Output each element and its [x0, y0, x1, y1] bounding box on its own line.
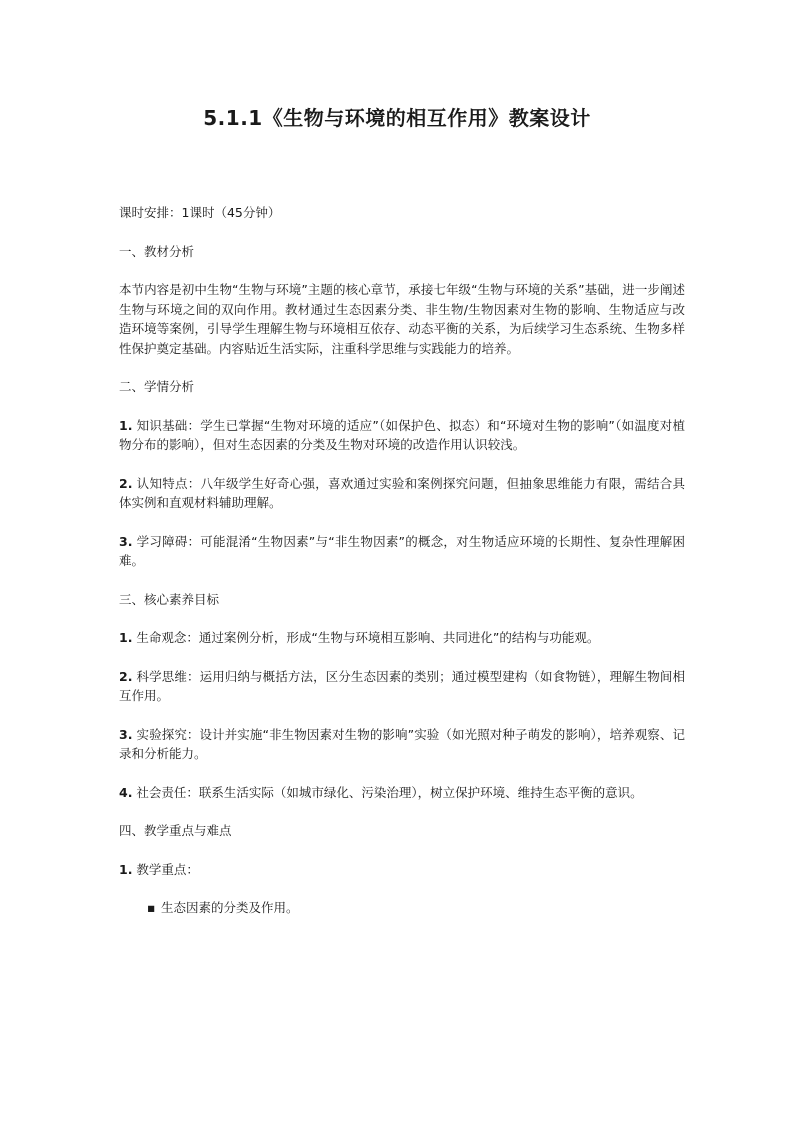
list-item	[119, 416, 685, 455]
item-text: 学习障碍：可能混淆“生物因素”与“非生物因素”的概念，对生物适应环境的长期性、复杂性理解困难。	[119, 533, 685, 568]
item-number: 3.	[119, 726, 133, 742]
list-item	[119, 783, 685, 803]
list-item	[119, 725, 685, 764]
item-text: 科学思维：运用归纳与概括方法，区分生态因素的类别；通过模型建构（如食物链），理解生物间相互作用。	[119, 668, 685, 703]
section-heading-3: 三、核心素养目标	[119, 591, 220, 607]
item-number: 3.	[119, 533, 133, 549]
item-number: 2.	[119, 668, 133, 684]
list-item	[119, 667, 685, 706]
item-text: 生命观念：通过案例分析，形成“生物与环境相互影响、共同进化”的结构与功能观。	[132, 630, 600, 645]
list-item	[119, 474, 685, 513]
item-number: 4.	[119, 784, 133, 800]
item-text: 知识基础：学生已掌握“生物对环境的适应”（如保护色、拟态）和“环境对生物的影响”（如温度对植物分布的影响），但对生态因素的分类及生物对环境的改造作用认识较浅。	[119, 417, 685, 452]
bullet-item	[119, 898, 685, 918]
item-text: 教学重点：	[132, 861, 199, 877]
list-item	[119, 628, 685, 648]
item-text: 认知特点：八年级学生好奇心强，喜欢通过实验和案例探究问题，但抽象思维能力有限，需结合具体实例和直观材料辅助理解。	[119, 475, 685, 510]
section-heading-4: 四、教学重点与难点	[119, 823, 232, 838]
section-heading-1: 一、教材分析	[119, 243, 195, 259]
schedule-line: 课时安排：1课时（45分钟）	[119, 205, 281, 220]
item-number: 1.	[119, 861, 133, 877]
item-text: 实验探究：设计并实施“非生物因素对生物的影响”实验（如光照对种子萌发的影响），培养观察、记录和分析能力。	[119, 726, 685, 761]
bullet-text: 生态因素的分类及作用。	[161, 900, 299, 915]
item-number: 1.	[119, 417, 133, 433]
document-title: 5.1.1《生物与环境的相互作用》教案设计	[203, 106, 591, 130]
item-number: 1.	[119, 630, 133, 645]
list-item	[119, 532, 685, 571]
section-heading-2: 二、学情分析	[119, 379, 195, 394]
item-number: 2.	[119, 475, 133, 491]
document-body	[119, 203, 685, 918]
bullet-icon: ▪	[147, 900, 156, 915]
section-body-1: 本节内容是初中生物“生物与环境”主题的核心章节，承接七年级“生物与环境的关系”基础，进一步阐述生物与环境之间的双向作用。教材通过生态因素分类、非生物/生物因素对生物的影响、生物适应与改造环境等案例，引导学生理解生物与环境相互依存、动态平衡的关系，为后续学习生态系统、生物多样性保护奠定基础。内容贴近生活实际，注重科学思维与实践能力的培养。	[119, 282, 685, 356]
list-item	[119, 860, 685, 880]
item-text: 社会责任：联系生活实际（如城市绿化、污染治理），树立保护环境、维持生态平衡的意识。	[132, 784, 643, 800]
